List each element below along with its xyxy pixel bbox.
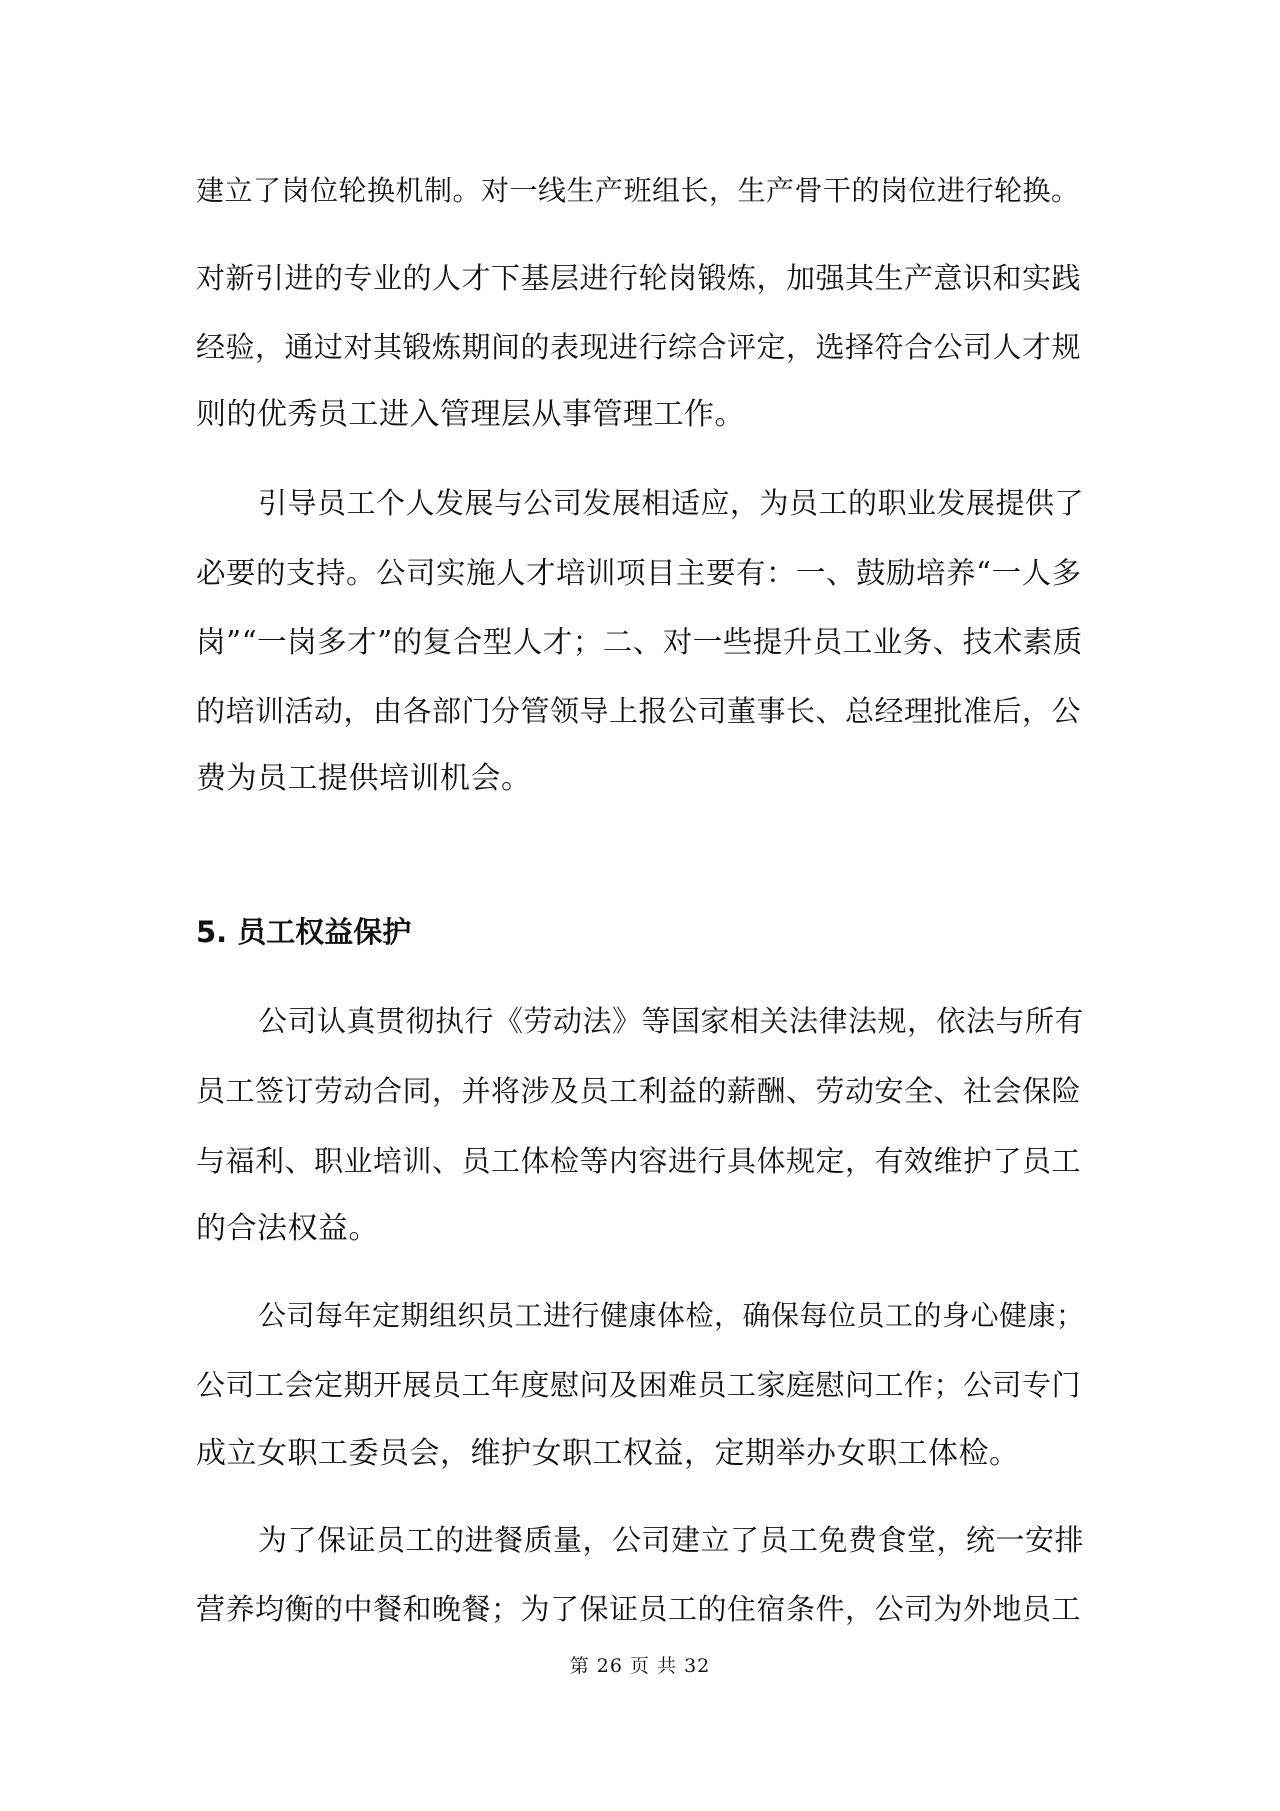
page-number-footer: 第 26 页 共 32 xyxy=(569,1655,711,1677)
paragraph-line: 的培训活动，由各部门分管领导上报公司董事长、总经理批准后，公 xyxy=(196,694,1082,728)
paragraph-line: 引导员工个人发展与公司发展相适应，为员工的职业发展提供了 xyxy=(258,486,1085,520)
paragraph-line: 成立女职工委员会，维护女职工权益，定期举办女职工体检。 xyxy=(196,1436,1020,1471)
paragraph-line: 对新引进的专业的人才下基层进行轮岗锻炼，加强其生产意识和实践 xyxy=(196,261,1082,295)
paragraph-line: 的合法权益。 xyxy=(196,1211,379,1246)
paragraph-line: 公司认真贯彻执行《劳动法》等国家相关法律法规，依法与所有 xyxy=(258,1004,1085,1038)
section-heading: 5. 员工权益保护 xyxy=(196,915,412,949)
paragraph-line: 营养均衡的中餐和晚餐；为了保证员工的住宿条件，公司为外地员工 xyxy=(196,1592,1082,1626)
paragraph-line: 公司每年定期组织员工进行健康体检，确保每位员工的身心健康； xyxy=(258,1299,1085,1332)
paragraph-line: 为了保证员工的进餐质量，公司建立了员工免费食堂，统一安排 xyxy=(258,1523,1085,1557)
paragraph-line: 员工签订劳动合同，并将涉及员工利益的薪酬、劳动安全、社会保险 xyxy=(196,1074,1082,1108)
paragraph-line: 建立了岗位轮换机制。对一线生产班组长，生产骨干的岗位进行轮换。 xyxy=(196,174,1080,207)
paragraph-line: 与福利、职业培训、员工体检等内容进行具体规定，有效维护了员工 xyxy=(196,1144,1082,1178)
paragraph-line: 则的优秀员工进入管理层从事管理工作。 xyxy=(196,397,745,432)
paragraph-line: 岗”“一岗多才”的复合型人才；二、对一些提升员工业务、技术素质 xyxy=(196,625,1083,659)
paragraph-line: 必要的支持。公司实施人才培训项目主要有：一、鼓励培养“一人多 xyxy=(196,556,1082,590)
paragraph-line: 公司工会定期开展员工年度慰问及困难员工家庭慰问工作；公司专门 xyxy=(196,1368,1082,1402)
paragraph-line: 费为员工提供培训机会。 xyxy=(196,761,532,796)
paragraph-line: 经验，通过对其锻炼期间的表现进行综合评定，选择符合公司人才规 xyxy=(196,330,1082,364)
